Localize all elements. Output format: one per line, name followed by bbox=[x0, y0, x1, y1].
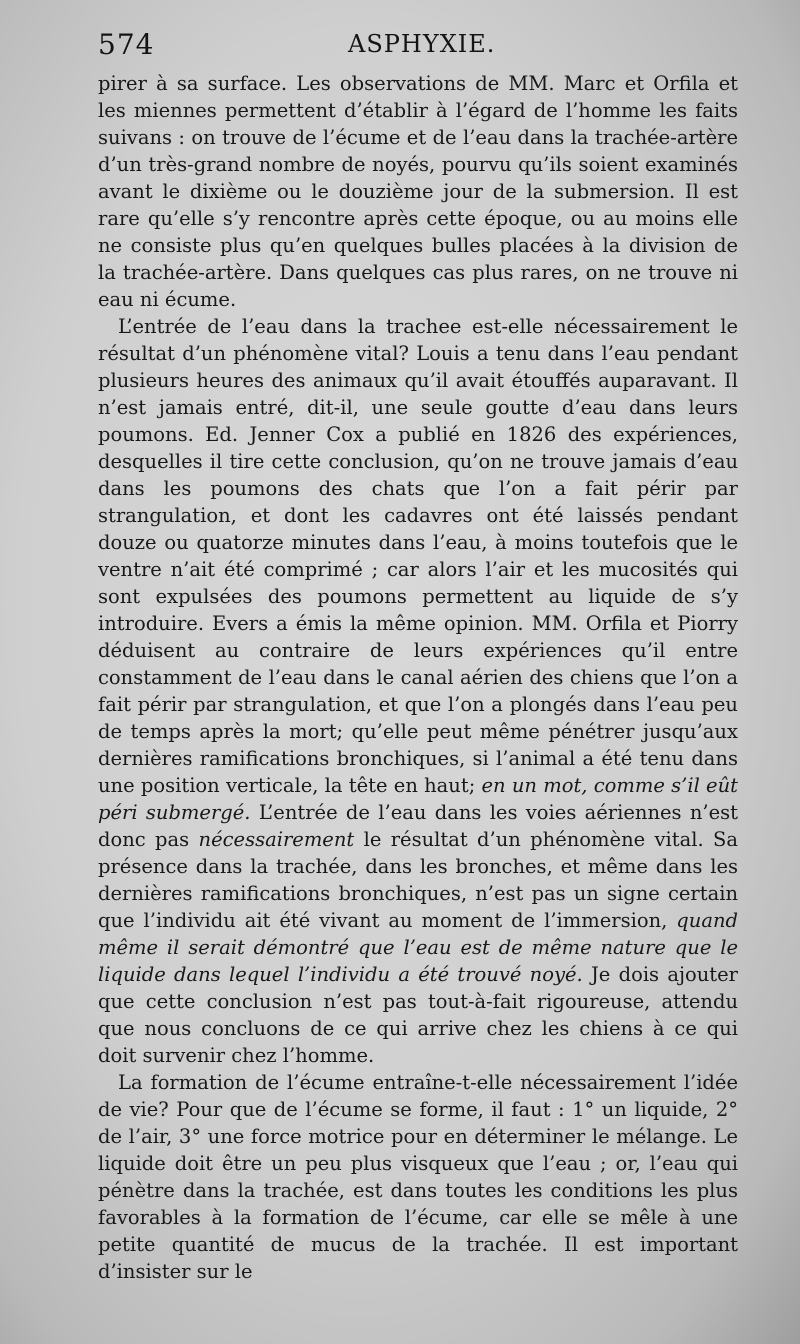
paragraph-1 bbox=[98, 70, 738, 313]
paragraph-text: L’entrée de l’eau dans la trachee est-elle nécessairement le résultat d’un phénomène vital? Louis a tenu dans l’eau pendant plusieurs heures des animaux qu’il avait étouffés auparavant. Il n’est jamais entré, dit-il, une seule goutte d’eau dans leurs poumons. Ed. Jenner Cox a publié en 1826 des expériences, desquelles il tire cette conclusion, qu’on ne trouve jamais d’eau dans les poumons des chats que l’on a fait périr par strangulation, et dont les cadavres ont été laissés pendant douze ou quatorze minutes dans l’eau, à moins toutefois que le ventre n’ait été comprimé ; car alors l’air et les mucosités qui sont expulsées des poumons permettent au liquide de s’y introduire. Evers a émis la même opinion. MM. Orfila et Piorry déduisent au contraire de leurs expériences qu’il entre constamment de l’eau dans le canal aérien des chiens que l’on a fait périr par strangulation, et que l’on a plongés dans l’eau peu de temps après la mort; qu’elle peut même pénétrer jusqu’aux dernières ramifications bronchiques, si l’animal a été tenu dans une position verticale, la tête en haut; bbox=[98, 315, 738, 797]
running-title: ASPHYXIE. bbox=[348, 30, 496, 58]
paragraph-3 bbox=[98, 1069, 738, 1285]
italic-phrase: quand même il serait démontré que l’eau est de même nature que le liquide dans lequel l’individu a été trouvé noyé. bbox=[98, 909, 738, 986]
italic-phrase: nécessairement bbox=[198, 828, 355, 851]
italic-phrase: en un mot, comme s’il eût péri submergé. bbox=[98, 774, 738, 824]
paragraph-text: L’entrée de l’eau dans les voies aériennes n’est donc pas bbox=[98, 801, 738, 851]
paragraph-text: pirer à sa surface. Les observations de MM. Marc et Orfila et les miennes permettent d’établir à l’égard de l’homme les faits suivans : on trouve de l’écume et de l’eau dans la trachée-artère d’un très-grand nombre de noyés, pourvu qu’ils soient examinés avant le dixième ou le douzième jour de la submersion. Il est rare qu’elle s’y rencontre après cette époque, ou au moins elle ne consiste plus qu’en quelques bulles placées à la division de la trachée-artère. Dans quelques cas plus rares, on ne trouve ni eau ni écume. bbox=[98, 72, 738, 311]
paragraph-text: le résultat d’un phénomène vital. Sa présence dans la trachée, dans les bronches, et même dans les dernières ramifications bronchiques, n’est pas un signe certain que l’individu ait été vivant au moment de l’immersion, bbox=[98, 828, 739, 932]
page-header bbox=[98, 28, 738, 64]
paragraph-text: Je dois ajouter que cette conclusion n’est pas tout-à-fait rigoureuse, attendu que nous concluons de ce qui arrive chez les chiens à ce qui doit survenir chez l’homme. bbox=[98, 963, 738, 1067]
paragraph-2 bbox=[98, 313, 738, 1069]
paragraph-text: La formation de l’écume entraîne-t-elle nécessairement l’idée de vie? Pour que de l’écume se forme, il faut : 1° un liquide, 2° de l’air, 3° une force motrice pour en déterminer le mélange. Le liquide doit être un peu plus visqueux que l’eau ; or, l’eau qui pénètre dans la trachée, est dans toutes les conditions les plus favorables à la formation de l’écume, car elle se mêle à une petite quantité de mucus de la trachée. Il est important d’insister sur le bbox=[98, 1071, 738, 1283]
page-number: 574 bbox=[98, 28, 155, 61]
body-text bbox=[98, 70, 738, 1285]
